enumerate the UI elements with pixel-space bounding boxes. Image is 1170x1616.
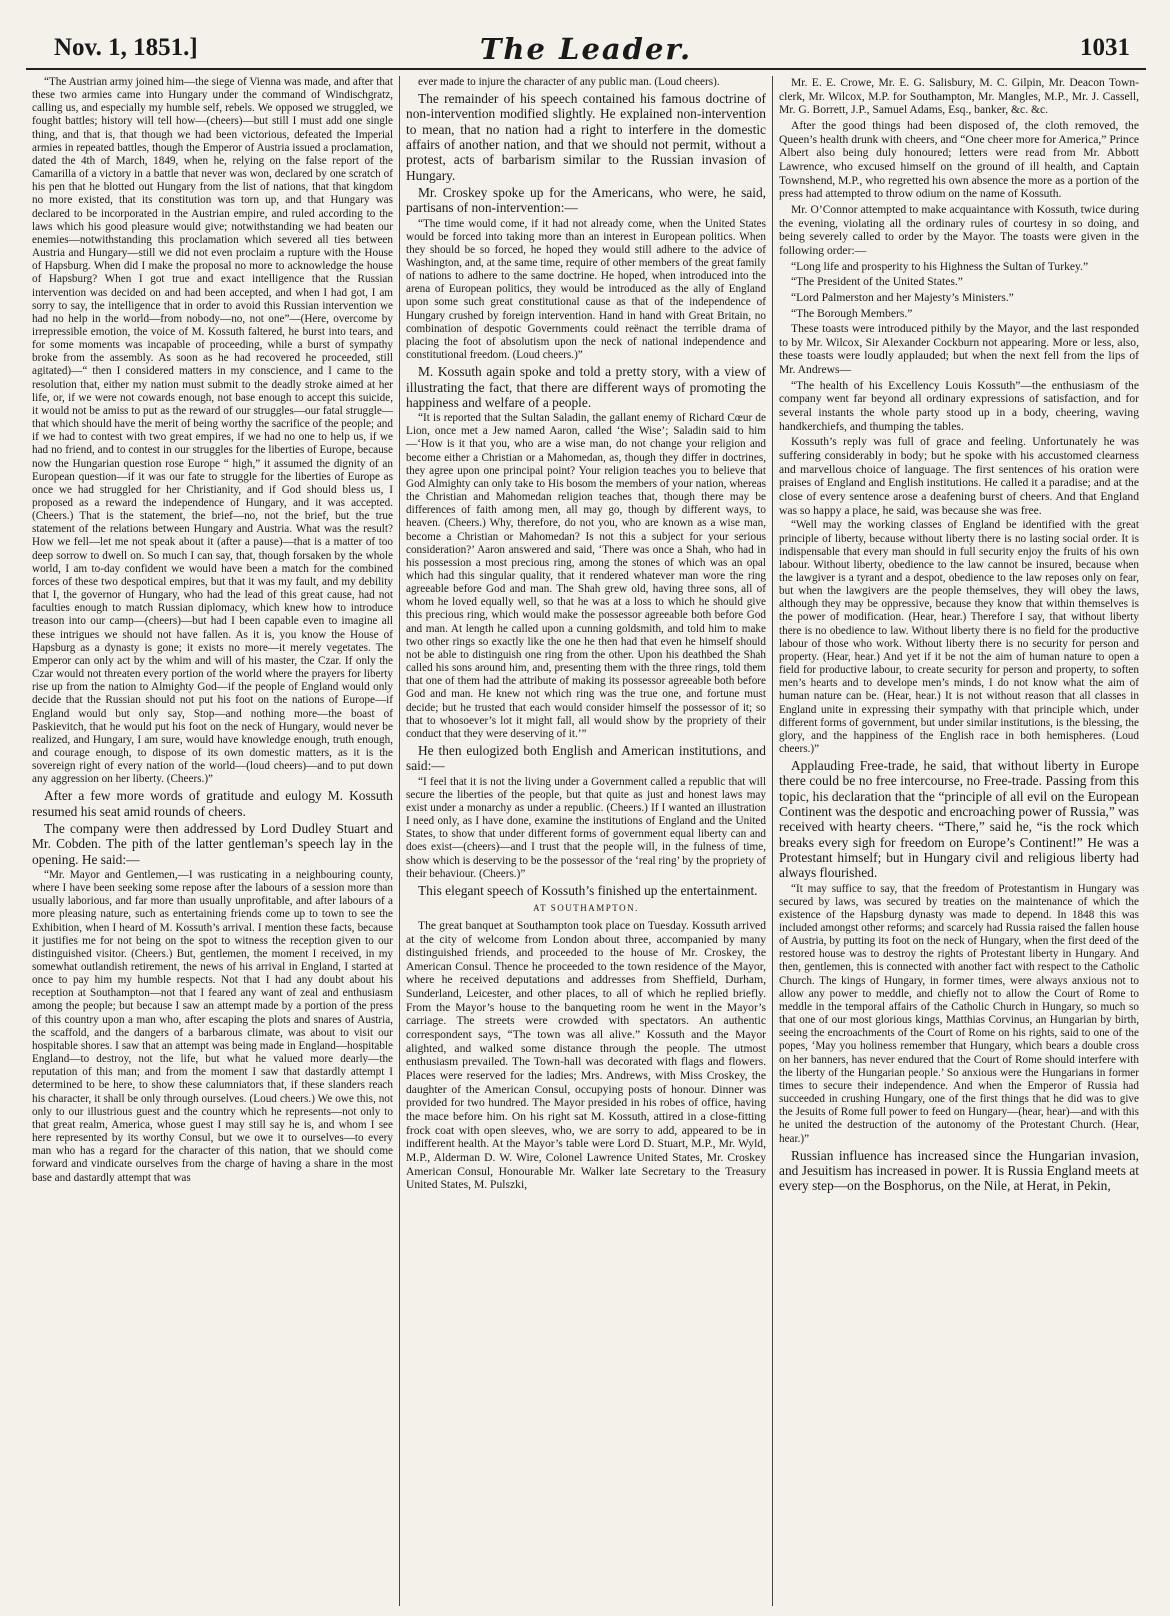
paragraph: These toasts were introduced pithily by the Mayor, and the last responded to by Mr. Wilcox, Sir Alexander Cockburn not appearing. More or less, also, these toasts were loudly applauded; but when the next fell from the lips of Mr. Andrews— — [779, 322, 1139, 377]
column-1 — [26, 76, 399, 1606]
paragraph: “I feel that it is not the living under a Government called a republic that will secure the liberties of the people, but that quite as just and honest laws may exist under a monarchy as under a republic. (Cheers.) If I wanted an illustration I need only, as I have done, examine the institutions of England and the United States, to show that under different forms of government equal liberty can and does exist—(cheers)—and I trust that the people will, in the fulness of time, show which is deserving to be the possessor of the ‘real ring’ by the propriety of their behaviour. (Cheers.)” — [406, 775, 766, 880]
paragraph: “Long life and prosperity to his Highness the Sultan of Turkey.” — [791, 259, 1089, 273]
paragraph: “The Borough Members.” — [791, 306, 913, 320]
paragraph: This elegant speech of Kossuth’s finished up the entertainment. — [418, 882, 758, 898]
paragraph: Kossuth’s reply was full of grace and feeling. Unfortunately he was suffering considerably in body; but he spoke with his accustomed clearness and marvellous choice of language. The first sentences of his oration were praises of England and English institutions. He called it a paradise; and at the close of every sentence arose a deafening burst of cheers. And that England was so happy a place, he said, was because she was free. — [779, 435, 1139, 517]
paragraph: “The time would come, if it had not already come, when the United States would be forced into taking more than an interest in European politics. When they should be so forced, he hoped they would still adhere to the advice of Washington, and, at the same time, require of other members of the great family of nations to adhere to the same doctrine. He hoped, when introduced into the arena of European politics, they would be introduced as the ally of England upon some such great constitutional cause as that of the independence of Hungary crushed by foreign intervention. Hand in hand with Great Britain, no combination of despotic Governments could reënact the terrible drama of placing the foot of absolutism upon the neck of national independence and constitutional freedom. (Loud cheers.)” — [406, 217, 766, 362]
paragraph: “It may suffice to say, that the freedom of Protestantism in Hungary was secured by laws, was secured by treaties on the maintenance of which the existence of the Hapsburg dynasty was made to depend. In 1848 this was included amongst other reforms; and scarcely had Russia raised the fallen house of Austria, by putting its foot on the neck of Hungary, when the first deed of the restored house was to destroy the rights of Protestant liberty in Hungary. And then, gentlemen, this is connected with another fact with respect to the Catholic Church. The kings of Hungary, in former times, were always anxious not to allow any power to meddle, and chiefly not to allow the Court of Rome to meddle in the temporal affairs of the Catholic Church in Hungary, so much so that one of our most glorious kings, Matthias Corvinus, an Hungarian by birth, seeing the encroachments of the Court of Rome on his rights, said to one of the popes, ‘May you holiness remember that Hungary, which bears a double cross on her banners, has never endured that the Court of Rome should interfere with the liberty of the Hungarian people.’ So anxious were the Hungarians in former times to secure their independence. And when the Emperor of Russia had succeeded in crushing Hungary, one of the first things that he did was to give the Jesuits of Rome full power to feed on Hungary—(hear, hear)—and with this he united the destruction of the autonomy of the Protestant Church. (Hear, hear.)” — [779, 882, 1139, 1145]
paragraph: After a few more words of gratitude and eulogy M. Kossuth resumed his seat amid rounds of cheers. — [32, 788, 393, 819]
paragraph: “Well may the working classes of England be identified with the great principle of liberty, because without liberty there is no lasting social order. It is indispensable that every man should in full security enjoy the fruits of his own labour. Without liberty, obedience to the law cannot be insured, because when the lawgiver is a tyrant and a despot, obedience to the law reposes only on fear, but when the lawgivers are the people themselves, they will obey the laws, although they may be oppressive, because they know that within themselves is the power of modification. (Hear, hear.) Therefore I say, that without liberty there is no obedience to law. Without liberty there is no field for the productive labour of those who work. Without liberty there is no security for person and property. (Hear, hear.) And yet if it be not the aim of human nature to open a field for productive labour, to create security for person and property, to soften men’s hearts and to develope men’s minds, I do not know what the aim of human nature can be. (Hear, hear.) It is not without reason that all classes in England unite in expressing their sympathy with that principle which, under different forms of government, but under similar institutions, is the blessing, the glory, and the happiness of the English race in both hemispheres. (Loud cheers.)” — [779, 519, 1139, 755]
paragraph: Russian influence has increased since the Hungarian invasion, and Jesuitism has increased in power. It is Russia England meets at every step—on the Bosphorus, on the Nile, at Herat, in Pekin, — [779, 1147, 1139, 1194]
paragraph: “Mr. Mayor and Gentlemen,—I was rusticating in a neighbouring county, where I have been seeking some repose after the labours of a session more than usually laborious, and far more than usually unprofitable, and after labours of a more pleasing nature, such as entertaining friends come up to town to see the Exhibition, when I heard of M. Kossuth’s arrival. I mention these facts, because it justifies me for not being on the spot to witness the reception given to our distinguished visitor. (Cheers.) But, gentlemen, the moment I received, in my somewhat outlandish retirement, the news of his arrival in England, I started at once to pay him my humble respects. Not that I had any doubt about his reception at Southampton—not that I feared any want of zeal and enthusiasm among the people; but because I saw an attempt made by a portion of the press of this country upon a man who, after escaping the plots and snares of Austria, the scaffold, and the dangers of a barbarous climate, was about to visit our hospitable shores. I saw that an attempt was being made in England—hospitable England—to destroy, not the life, but what he valued more dearly—the reputation of this man; and from the moment I saw that dastardly attempt I determined to be here, to show these calumniators that, if these slanders reach his character, it shall be only through ourselves. (Loud cheers.) We owe this, not only to our illustrious guest and the country which he represents—not only to that great realm, America, whose guest I may still say he is, and whom I see here represented by its worthy Consul, but we owe it to ourselves—to every man who has a regard for the character of this nation, that we should come forward and vindicate ourselves from the charge of having a share in the most base and dastardly attempt that was — [32, 868, 393, 1184]
page-number: 1031 — [1080, 34, 1130, 61]
article-columns — [26, 76, 1146, 1606]
paragraph: Applauding Free-trade, he said, that without liberty in Europe there could be no free intercourse, no Free-trade. Passing from this topic, his declaration that the “principle of all evil on the European Continent was the despotic and encroaching power of Russia,” was received with hearty cheers. “There,” said he, “is the rock which breaks every sigh for freedom on Europe’s Continent!” He was a Protestant himself; but in Hungary civil and religious liberty had always flourished. — [779, 758, 1139, 881]
column-2 — [399, 76, 772, 1606]
paragraph: “The Austrian army joined him—the siege of Vienna was made, and after that these two armies came into Hungary under the command of Windischgratz, calling us, and especially my humble self, rebels. We opposed we struggled, we fought battles; history will tell how—(cheers)—but still I must add one single thing, and that is, that though we had been victorious, defeated the Imperial armies in repeated battles, though the Emperor of Austria issued a proclamation, dated the 4th of March, 1849, when he, relying on the false report of the Camarilla of a victory in a battle that never was won, declared by one scratch of his pen that he blotted out Hungary from the list of nations, that that kingdom no more existed, that its constitution was torn up, and that Hungary was declared to be incorporated in the Austrian empire, and ruled according to the laws which his good pleasure would give; notwithstanding we had beaten our enemies—notwithstanding this proclamation which severed all ties between Austria and Hungary—still we did not even proclaim a rupture with the House of Hapsburg. When did I make the proposal no more to acknowledge the house of Hapsburg? When I got true and exact intelligence that the Russian intervention was decided on and had been accepted, and when I had got, I am sorry to say, the intelligence that in order to avoid this Russian intervention we had no help in the world—from nobody—no, not one”—(Here, overcome by irrepressible emotion, the voice of M. Kossuth faltered, he burst into tears, and for some moments was incapable of proceeding, while a burst of sympathy broke from the assembly. As soon as he had recovered he proceeded, still agitated)—“ then I considered matters in my conscience, and I came to the resolution that, either my nation must submit to the deadly stroke aimed at her life, or, if we were not cowards enough, not base enough to accept this suicide, it would not be amiss to put as the reward of our struggles—our fatal struggle—that which should have the merit of being worthy the sacrifice of the people; and if we had to contest with two great empires, if we had no one to help us, if we had no friend, and to contest in our struggles for the liberties of Europe, because now the Hungarian question rose Europe “ high,” it assumed the dignity of an European question—if it was our fate to struggle for the liberties of Europe as once we had struggled for her Christianity, and if God should bless us, I proposed as a reward the independence of Hungary, and it was accepted. (Cheers.) That is the statement, the brief—no, not the brief, but the true statement of the relations between Hungary and Austria. What was the result? How we fell—let me not speak about it (after a pause)—that is a matter of too deep sorrow to dwell on. So much I can say, that, though forsaken by the whole world, I am to-day confident we would have been a match for the combined forces of these two despotical empires, but that it was my fault, and my debility that I, the governor of Hungary, who had the lead of this great cause, had not faculties enough to match Russian diplomacy, which knew how to introduce treason into our camp—(cheers)—but had I been capable even to imagine all these intrigues we should not have fallen. As it is, you know the House of Hapsburg as a dynasty is gone; it exists no more—it merely vegetates. The Emperor can only act by the whim and will of his master, the Czar. If only the Czar would not threaten every portion of the world where the prayers for liberty rise up from the nation to Almighty God—if the people of England would only decide that the Russian should not put his foot on the nations of Europe—if England would but only say, Stop—and nothing more—the boast of Paskievitch, that he would put his foot on the neck of Hungary, would never be realized, and Hungary, I am sure, would have knowledge enough, truth enough, and courage enough, to dispose of its own domestic matters, as it is the sovereign right of every nation of the world—(loud cheers)—and to put down any aggression on her liberty. (Cheers.)” — [32, 76, 393, 786]
issue-date: Nov. 1, 1851.] — [54, 34, 198, 61]
paragraph: Mr. E. E. Crowe, Mr. E. G. Salisbury, M. C. Gilpin, Mr. Deacon Town-clerk, Mr. Wilcox, M.P. for Southampton, Mr. Mangles, M.P., Mr. J. Cassell, Mr. G. Borrett, J.P., Samuel Adams, Esq., banker, &c. &c. — [779, 76, 1139, 117]
paragraph: The great banquet at Southampton took place on Tuesday. Kossuth arrived at the city of welcome from London about three, accompanied by many distinguished friends, and proceeded to the house of Mr. Croskey, the American Consul. Thence he proceeded to the town residence of the Mayor, where he received deputations and addresses from Sheffield, Durham, Sunderland, Leicester, and other places, to all of which he replied briefly. From the Mayor’s house to the banqueting room he went in the Mayor’s carriage. The streets were crowded with spectators. An authentic correspondent says, “The town was all alive.” Kossuth and the Mayor alighted, and walked some distance through the people. The utmost enthusiasm prevailed. The Town-hall was decorated with flags and flowers. Places were reserved for the ladies; Mrs. Andrews, with Miss Croskey, the daughter of the American Consul, occupying posts of honour. Dinner was provided for two hundred. The Mayor presided in his robes of office, having the mace before him. On his right sat M. Kossuth, attired in a close-fitting frock coat with open sleeves, who, we are sorry to add, appeared to be in indifferent health. At the Mayor’s table were Lord D. Stuart, M.P., Mr. Wyld, M.P., Alderman D. W. Wire, Colonel Lawrence United States, Mr. Croskey American Consul, Honourable Mr. Walker late Secretary to the Treasury United States, M. Pulszki, — [406, 918, 766, 1192]
section-heading: AT SOUTHAMPTON. — [533, 903, 639, 914]
paragraph: “The health of his Excellency Louis Kossuth”—the enthusiasm of the company went far beyond all ordinary expressions of satisfaction, and for several instants the whole party stood up in a body, cheering, waving handkerchiefs, and thumping the tables. — [779, 378, 1139, 433]
paragraph: “Lord Palmerston and her Majesty’s Ministers.” — [791, 290, 1014, 304]
paragraph: Mr. Croskey spoke up for the Americans, who were, he said, partisans of non-intervention:— — [406, 184, 766, 216]
paragraph: He then eulogized both English and American institutions, and said:— — [406, 743, 766, 774]
paragraph: “The President of the United States.” — [791, 275, 963, 289]
paragraph: The company were then addressed by Lord Dudley Stuart and Mr. Cobden. The pith of the latter gentleman’s speech lay in the opening. He said:— — [32, 821, 393, 867]
paragraph: Mr. O’Connor attempted to make acquaintance with Kossuth, twice during the evening, violating all the ordinary rules of courtesy in so doing, and being severely called to order by the Mayor. The toasts were given in the following order:— — [779, 202, 1139, 257]
paragraph: After the good things had been disposed of, the cloth removed, the Queen’s health drunk with cheers, and “One cheer more for America,” Prince Albert also being duly honoured; letters were read from Mr. Abbott Lawrence, who excused himself on the ground of ill health, and Captain Townshend, M.P., who regretted his own absence the more as a portion of the press had attempted to throw odium on the name of Kossuth. — [779, 118, 1139, 201]
column-3 — [772, 76, 1145, 1606]
newspaper-title: The Leader. — [479, 32, 693, 66]
paragraph: ever made to injure the character of any public man. (Loud cheers). — [418, 76, 720, 88]
paragraph: “It is reported that the Sultan Saladin, the gallant enemy of Richard Cœur de Lion, once met a Jew named Aaron, called ‘the Wise’; Saladin said to him—‘How is it that you, who are a wise man, do not change your religion and become either a Christian or a Mahomedan, as, though they differ in doctrines, they agree upon one principal point? Your religion teaches you to believe that God Almighty can only take to His bosom the members of your nation, whereas the Christian and Mahomedan religion teaches that, though there may be differences of faith among men, all may go, though by different ways, to heaven. (Cheers.) Why, therefore, do not you, who are known as a wise man, become a Christian or Mahomedan? Is not this a subject for your serious consideration?’ Aaron answered and said, ‘There was once a Shah, who had in his possession a most precious ring, among the stones of which was an opal which had this singular quality, that it rendered whatever man wore the ring agreeable before God and man. The Shah grew old, having three sons, all of whom he loved equally well, so that he was at a loss to which he should give this precious ring, which would make the possessor agreeable both before God and man. At length he called upon a cunning goldsmith, and told him to make two other rings so exactly like the one he then had that even he himself should not be able to distinguish one ring from the other. Upon his deathbed the Shah called his sons around him, and, presenting them with the three rings, told them that one of them had the attribute of making its possessor agreeable both before God and man. He knew not which ring was the true one, and fortune must decide; but he trusted that each would consider himself the possessor of it; so that to whosoever’s lot it might fall, all would show by the propriety of their conduct that they were deserving of it.’” — [406, 412, 766, 740]
masthead — [26, 34, 1146, 70]
paragraph: M. Kossuth again spoke and told a pretty story, with a view of illustrating the fact, that there are different ways of promoting the happiness and welfare of a people. — [406, 364, 766, 410]
paragraph: The remainder of his speech contained his famous doctrine of non-intervention modified slightly. He explained non-intervention to mean, that no nation had a right to interfere in the domestic affairs of another nation, and that we should not permit, without a protest, acts of barbarism similar to the Russian invasion of Hungary. — [406, 91, 766, 183]
